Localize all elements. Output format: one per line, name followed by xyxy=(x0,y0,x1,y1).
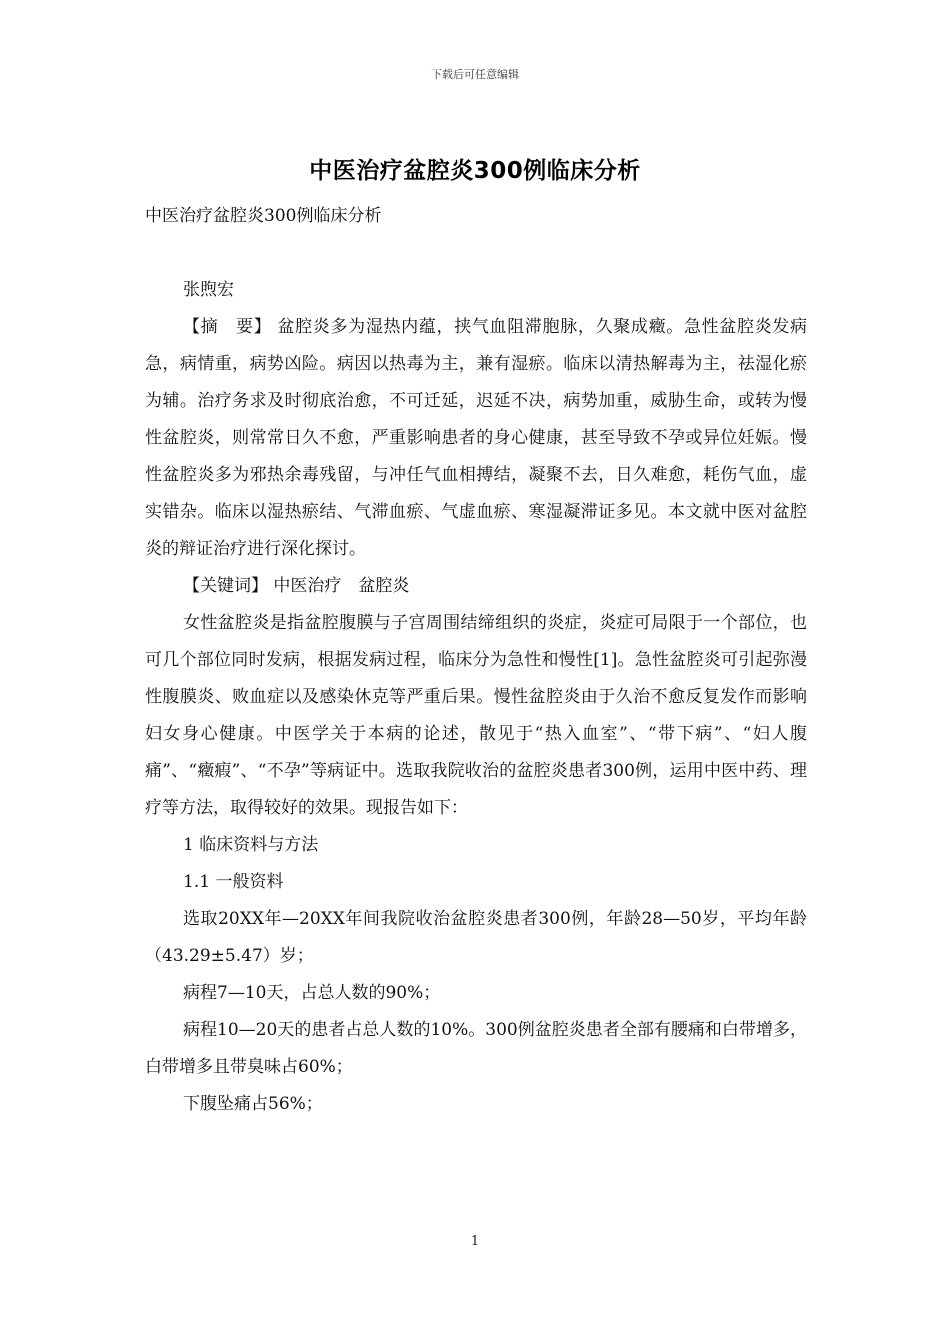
document-title: 中医治疗盆腔炎300例临床分析 xyxy=(309,158,641,184)
section-heading-1: 1 临床资料与方法 xyxy=(183,835,319,855)
page-header-note: 下载后可任意编辑 xyxy=(431,68,519,81)
document-subtitle: 中医治疗盆腔炎300例临床分析 xyxy=(145,206,382,226)
section-heading-1-1: 1.1 一般资料 xyxy=(183,872,284,892)
author-name: 张煦宏 xyxy=(183,280,234,300)
keywords-line: 【关键词】 中医治疗 盆腔炎 xyxy=(183,576,410,596)
intro-paragraph: 女性盆腔炎是指盆腔腹膜与子宫周围结缔组织的炎症，炎症可局限于一个部位，也可几个部位同时发病，根据发病过程，临床分为急性和慢性[1]。急性盆腔炎可引起弥漫性腹膜炎、败血症以及感染休克等严重后果。慢性盆腔炎由于久治不愈反复发作而影响妇女身心健康。中医学关于本病的论述，散见于“热入血室”、“带下病”、“妇人腹痛”、“癥瘕”、“不孕”等病证中。选取我院收治的盆腔炎患者300例，运用中医中药、理疗等方法，取得较好的效果。现报告如下： xyxy=(145,613,807,818)
abstract-paragraph: 【摘 要】 盆腔炎多为湿热内蕴，挟气血阻滞胞脉，久聚成癥。急性盆腔炎发病急，病情重，病势凶险。病因以热毒为主，兼有湿瘀。临床以清热解毒为主，祛湿化瘀为辅。治疗务求及时彻底治愈，不可迁延，迟延不决，病势加重，威胁生命，或转为慢性盆腔炎，则常常日久不愈，严重影响患者的身心健康，甚至导致不孕或异位妊娠。慢性盆腔炎多为邪热余毒残留，与冲任气血相搏结，凝聚不去，日久难愈，耗伤气血，虚实错杂。临床以湿热瘀结、气滞血瘀、气虚血瘀、寒湿凝滞证多见。本文就中医对盆腔炎的辩证治疗进行深化探讨。 xyxy=(145,317,807,559)
body-paragraph: 病程10—20天的患者占总人数的10%。300例盆腔炎患者全部有腰痛和白带增多，白带增多且带臭味占60%； xyxy=(145,1020,807,1077)
body-paragraph: 选取20XX年—20XX年间我院收治盆腔炎患者300例，年龄28—50岁，平均年龄（43.29±5.47）岁； xyxy=(145,909,807,966)
document-body xyxy=(145,198,807,1123)
body-paragraph: 下腹坠痛占56%； xyxy=(183,1094,323,1114)
page-number: 1 xyxy=(470,1234,480,1249)
body-paragraph: 病程7—10天，占总人数的90%； xyxy=(183,983,441,1003)
